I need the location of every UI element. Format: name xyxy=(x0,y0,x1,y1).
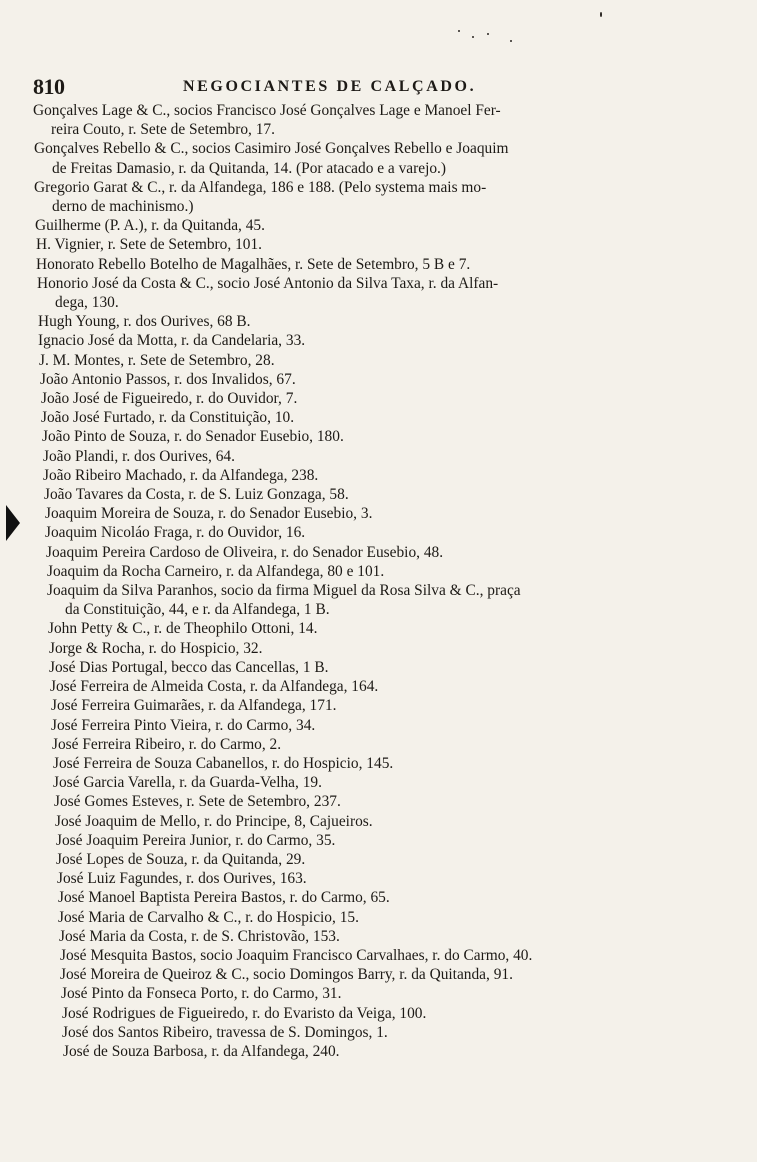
entry-continuation: derno de machinismo.) xyxy=(52,198,194,216)
entry-text: José Joaquim Pereira Junior, r. do Carmo, 35. xyxy=(56,831,336,849)
entry-text: José Dias Portugal, becco das Cancellas, 1 B. xyxy=(49,658,329,676)
directory-entry xyxy=(0,312,757,331)
entry-text: João Antonio Passos, r. dos Invalidos, 67. xyxy=(40,370,296,388)
directory-entry xyxy=(0,965,757,984)
directory-entry xyxy=(0,504,757,523)
directory-entry xyxy=(0,792,757,811)
print-speck xyxy=(472,36,474,38)
entry-text: José Moreira de Queiroz & C., socio Domingos Barry, r. da Quitanda, 91. xyxy=(60,966,513,984)
print-speck xyxy=(510,40,512,42)
entry-text: Jorge & Rocha, r. do Hospicio, 32. xyxy=(49,639,263,657)
entry-continuation: dega, 130. xyxy=(55,294,119,312)
directory-entry xyxy=(0,850,757,869)
entry-text: João José Furtado, r. da Constituição, 10. xyxy=(41,409,295,427)
directory-entry xyxy=(0,754,757,773)
directory-entry xyxy=(0,255,757,274)
entry-text: José Garcia Varella, r. da Guarda-Velha, 19. xyxy=(53,774,322,792)
entry-text: José Joaquim de Mello, r. do Principe, 8, Cajueiros. xyxy=(55,812,373,830)
entry-text: José Gomes Esteves, r. Sete de Setembro, 237. xyxy=(54,793,341,811)
directory-entry xyxy=(0,274,757,312)
directory-entry xyxy=(0,139,757,177)
entry-text: Guilherme (P. A.), r. da Quitanda, 45. xyxy=(35,217,265,235)
entry-text: Ignacio José da Motta, r. da Candelaria, 33. xyxy=(38,332,306,350)
directory-entry xyxy=(0,581,757,619)
directory-entry xyxy=(0,639,757,658)
directory-entry xyxy=(0,1023,757,1042)
entry-text: João Pinto de Souza, r. do Senador Eusebio, 180. xyxy=(42,428,344,446)
directory-entry xyxy=(0,1042,757,1061)
directory-entry xyxy=(0,869,757,888)
entry-text: João Plandi, r. dos Ourives, 64. xyxy=(43,447,235,465)
directory-entry xyxy=(0,543,757,562)
entry-text: José Rodrigues de Figueiredo, r. do Evaristo da Veiga, 100. xyxy=(62,1004,427,1022)
directory-entry xyxy=(0,735,757,754)
entry-text: Honorio José da Costa & C., socio José Antonio da Silva Taxa, r. da Alfan- xyxy=(37,274,499,292)
directory-entry xyxy=(0,447,757,466)
entry-text: João José de Figueiredo, r. do Ouvidor, 7. xyxy=(41,390,298,408)
directory-entry xyxy=(0,927,757,946)
directory-entry xyxy=(0,523,757,542)
entry-text: João Ribeiro Machado, r. da Alfandega, 238. xyxy=(43,466,319,484)
directory-entries xyxy=(0,101,757,1061)
directory-entry xyxy=(0,658,757,677)
entry-text: Gonçalves Rebello & C., socios Casimiro José Gonçalves Rebello e Joaquim xyxy=(34,140,509,158)
directory-entry xyxy=(0,1004,757,1023)
page-number: 810 xyxy=(33,74,65,99)
directory-entry xyxy=(0,408,757,427)
directory-entry xyxy=(0,946,757,965)
entry-continuation: de Freitas Damasio, r. da Quitanda, 14. (Por atacado e a varejo.) xyxy=(52,159,447,177)
entry-text: José de Souza Barbosa, r. da Alfandega, 240. xyxy=(63,1042,340,1060)
entry-text: Joaquim da Rocha Carneiro, r. da Alfandega, 80 e 101. xyxy=(47,562,385,580)
directory-entry xyxy=(0,696,757,715)
directory-entry xyxy=(0,888,757,907)
entry-text: Gonçalves Lage & C., socios Francisco José Gonçalves Lage e Manoel Fer- xyxy=(33,102,501,119)
entry-text: José Ferreira Ribeiro, r. do Carmo, 2. xyxy=(52,735,282,753)
entry-text: H. Vignier, r. Sete de Setembro, 101. xyxy=(36,236,263,254)
directory-entry xyxy=(0,716,757,735)
entry-text: José Ferreira de Almeida Costa, r. da Alfandega, 164. xyxy=(50,678,379,696)
entry-text: Joaquim Pereira Cardoso de Oliveira, r. do Senador Eusebio, 48. xyxy=(46,543,444,561)
directory-entry xyxy=(0,351,757,370)
directory-entry xyxy=(0,908,757,927)
directory-entry xyxy=(0,178,757,216)
directory-entry xyxy=(0,427,757,446)
entry-text: José Ferreira Guimarães, r. da Alfandega, 171. xyxy=(51,697,337,715)
entry-text: J. M. Montes, r. Sete de Setembro, 28. xyxy=(39,351,275,369)
directory-entry xyxy=(0,331,757,350)
directory-entry xyxy=(0,389,757,408)
entry-text: José Lopes de Souza, r. da Quitanda, 29. xyxy=(56,850,306,868)
entry-text: José Ferreira de Souza Cabanellos, r. do Hospicio, 145. xyxy=(53,754,394,772)
entry-text: Joaquim Nicoláo Fraga, r. do Ouvidor, 16. xyxy=(45,524,306,542)
directory-entry xyxy=(0,466,757,485)
print-speck xyxy=(458,30,460,32)
directory-entry xyxy=(0,235,757,254)
running-title: NEGOCIANTES DE CALÇADO. xyxy=(183,78,477,95)
directory-entry xyxy=(0,485,757,504)
entry-text: José dos Santos Ribeiro, travessa de S. Domingos, 1. xyxy=(62,1023,388,1041)
directory-entry xyxy=(0,101,757,139)
entry-text: João Tavares da Costa, r. de S. Luiz Gonzaga, 58. xyxy=(44,486,349,504)
entry-text: Joaquim da Silva Paranhos, socio da firma Miguel da Rosa Silva & C., praça xyxy=(47,582,521,600)
entry-text: José Manoel Baptista Pereira Bastos, r. do Carmo, 65. xyxy=(58,889,390,907)
directory-entry xyxy=(0,216,757,235)
entry-text: Gregorio Garat & C., r. da Alfandega, 186 e 188. (Pelo systema mais mo- xyxy=(34,178,487,196)
print-speck xyxy=(487,33,489,35)
directory-entry xyxy=(0,677,757,696)
directory-entry xyxy=(0,984,757,1003)
entry-text: José Ferreira Pinto Vieira, r. do Carmo, 34. xyxy=(51,716,316,734)
directory-entry xyxy=(0,831,757,850)
entry-text: Hugh Young, r. dos Ourives, 68 B. xyxy=(38,313,251,331)
entry-text: Joaquim Moreira de Souza, r. do Senador Eusebio, 3. xyxy=(45,505,373,523)
entry-text: José Pinto da Fonseca Porto, r. do Carmo, 31. xyxy=(61,985,342,1003)
page-header xyxy=(33,74,723,98)
directory-entry xyxy=(0,370,757,389)
entry-text: John Petty & C., r. de Theophilo Ottoni, 14. xyxy=(48,620,318,638)
entry-continuation: da Constituição, 44, e r. da Alfandega, 1 B. xyxy=(65,601,330,619)
directory-entry xyxy=(0,773,757,792)
entry-text: José Maria de Carvalho & C., r. do Hospicio, 15. xyxy=(58,908,359,926)
directory-entry xyxy=(0,619,757,638)
directory-entry xyxy=(0,562,757,581)
entry-text: José Luiz Fagundes, r. dos Ourives, 163. xyxy=(57,870,307,888)
entry-continuation: reira Couto, r. Sete de Setembro, 17. xyxy=(51,121,275,139)
entry-text: José Maria da Costa, r. de S. Christovão, 153. xyxy=(59,927,340,945)
entry-text: Honorato Rebello Botelho de Magalhães, r. Sete de Setembro, 5 B e 7. xyxy=(36,255,471,273)
print-speck xyxy=(600,12,602,17)
entry-text: José Mesquita Bastos, socio Joaquim Francisco Carvalhaes, r. do Carmo, 40. xyxy=(60,946,533,964)
directory-entry xyxy=(0,812,757,831)
